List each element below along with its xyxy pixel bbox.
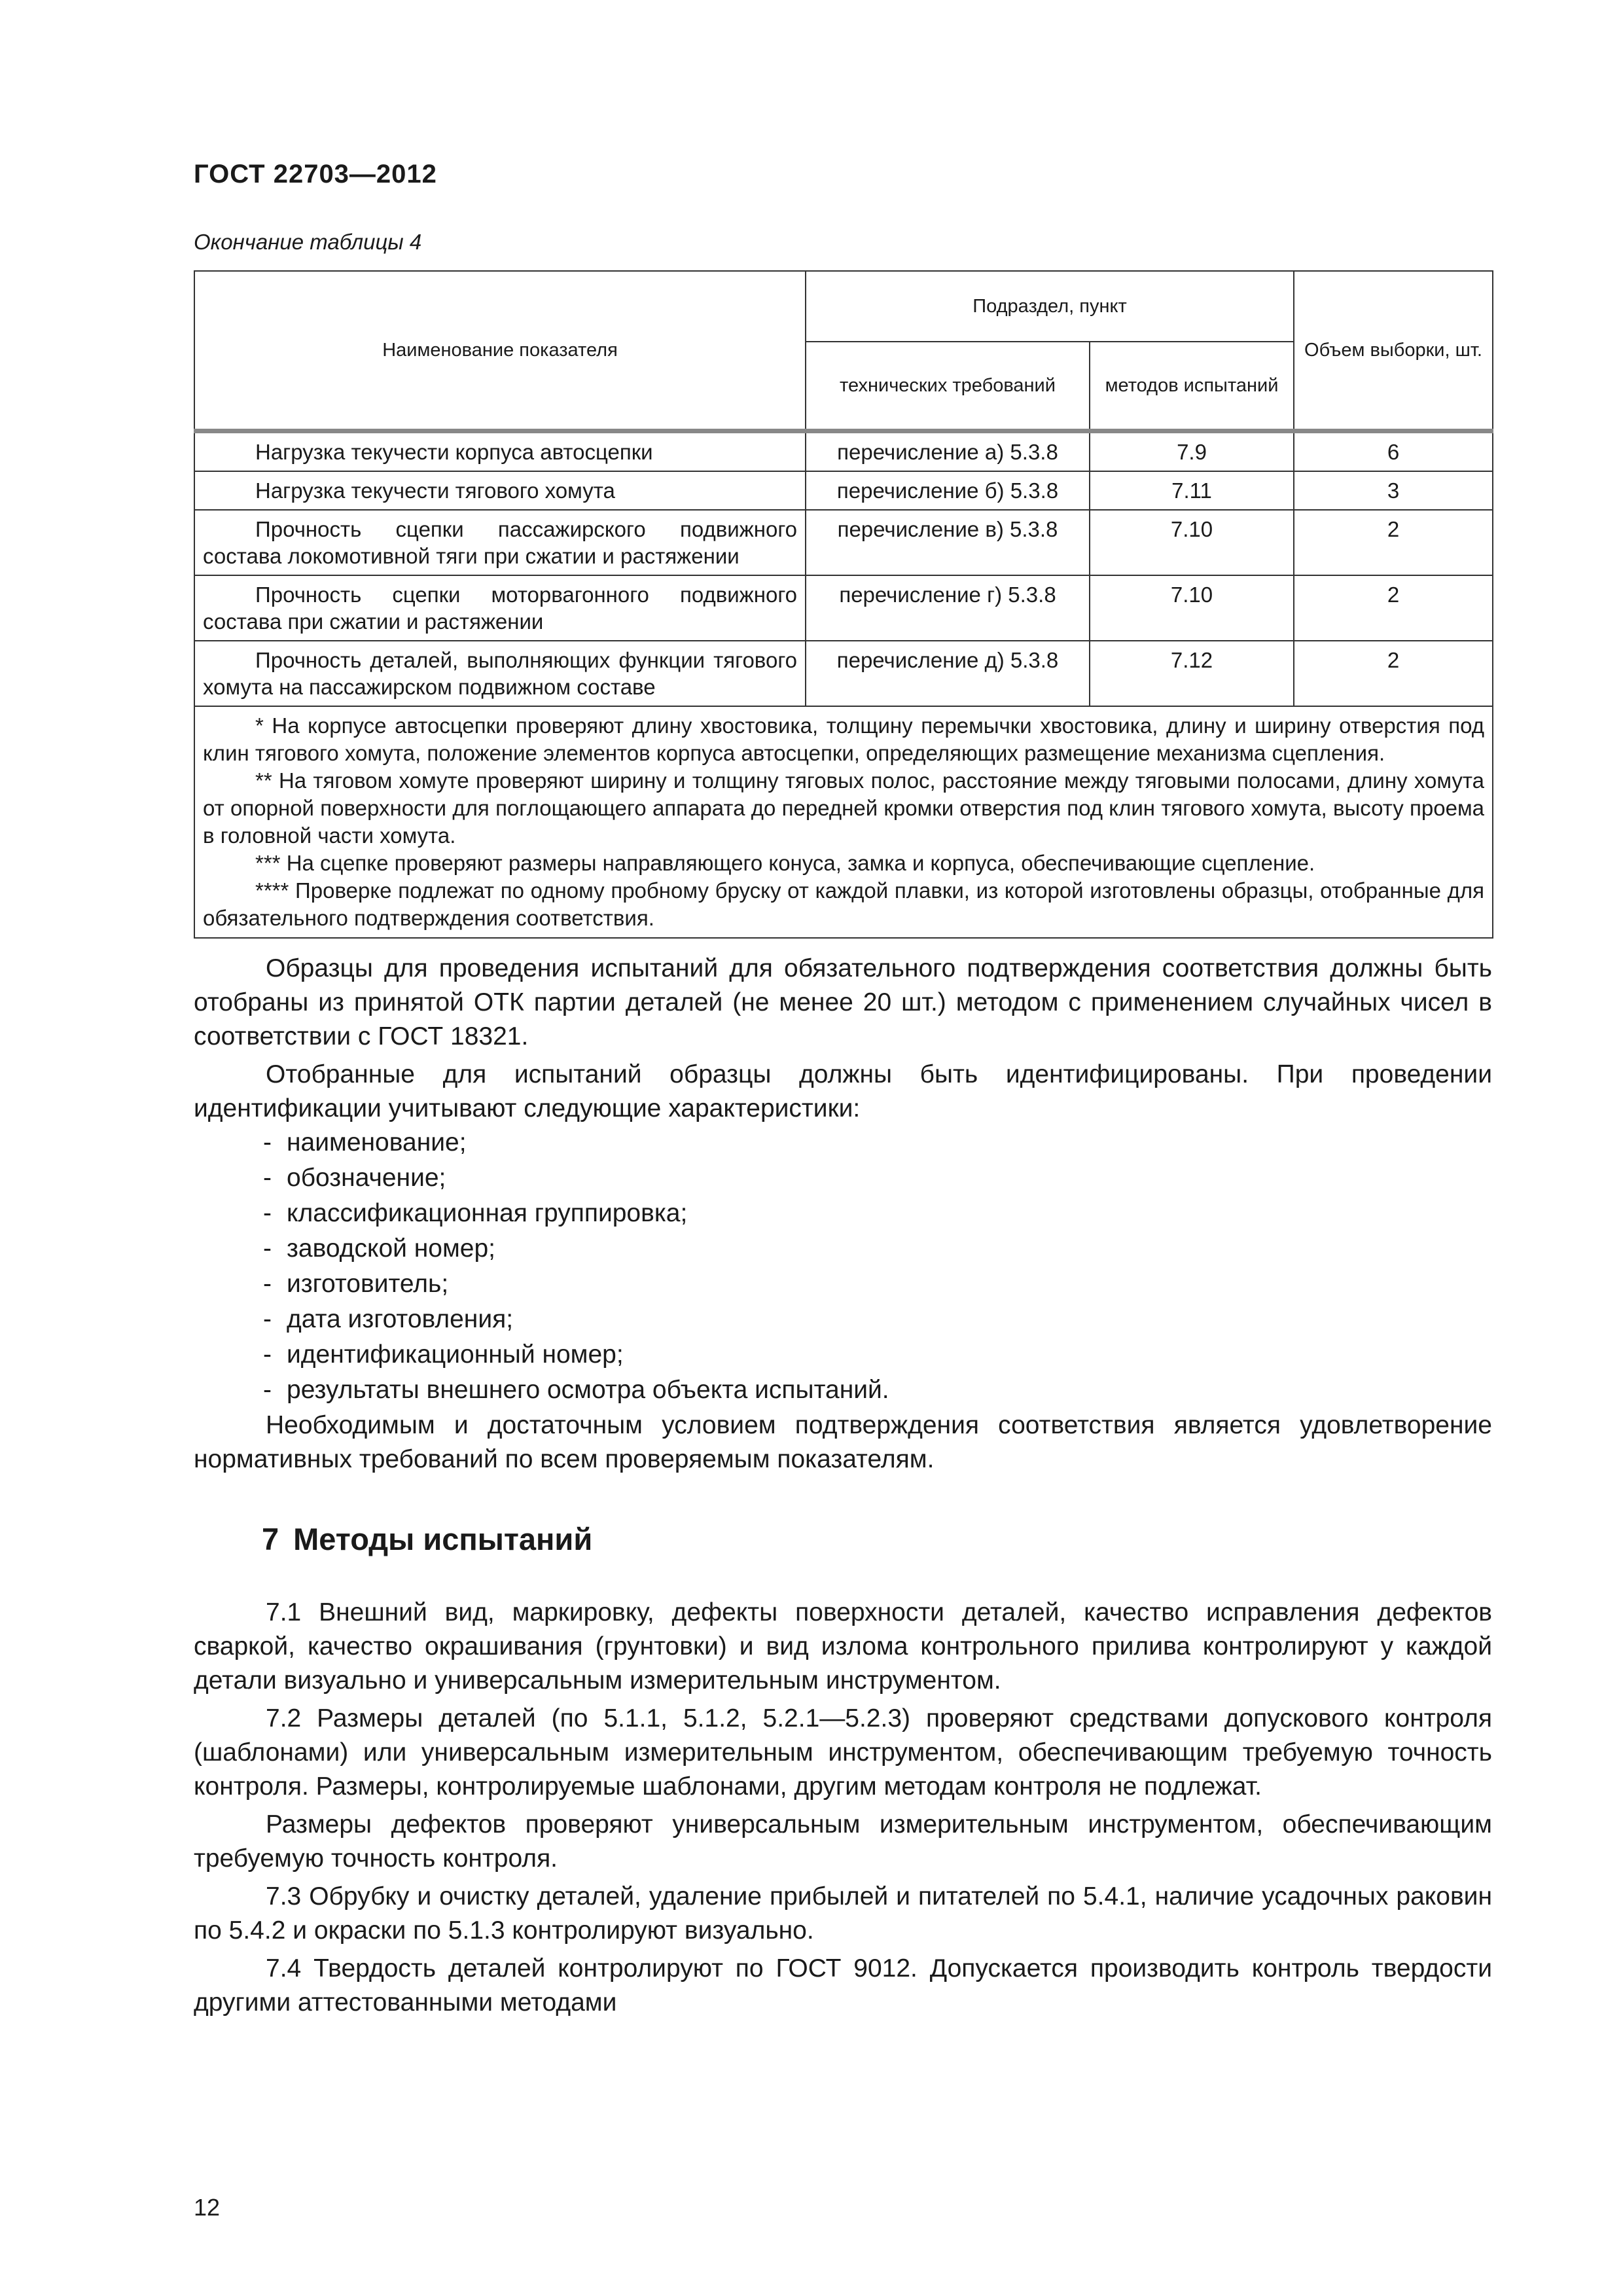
list-marker: - (263, 1128, 272, 1157)
list-item-text: наименование; (287, 1128, 467, 1157)
table-caption: Окончание таблицы 4 (194, 230, 422, 254)
row-name: Нагрузка текучести тягового хомута (194, 471, 806, 510)
list-marker: - (263, 1304, 272, 1333)
paragraph: 7.3 Обрубку и очистку деталей, удаление прибылей и питателей по 5.4.1, наличие усадочных раковин по 5.4.2 и окраски по 5.1.3 контролируют визуально. (194, 1882, 1492, 1945)
list-item-text: результаты внешнего осмотра объекта испытаний. (287, 1375, 889, 1404)
row-volume: 6 (1294, 431, 1493, 471)
list-marker: - (263, 1234, 272, 1263)
list-item-text: обозначение; (287, 1163, 446, 1192)
table-row (194, 431, 1493, 471)
list-item (194, 1161, 1492, 1195)
row-tech: перечисление а) 5.3.8 (806, 431, 1090, 471)
row-method: 7.9 (1090, 431, 1294, 471)
row-method: 7.10 (1090, 575, 1294, 641)
table-row (194, 510, 1493, 575)
list-marker: - (263, 1340, 272, 1369)
paragraph: Образцы для проведения испытаний для обязательного подтверждения соответствия должны быть отобраны из принятой ОТК партии деталей (не менее 20 шт.) методом с применением случайных чисел в соответствии с ГОСТ 18321. (194, 954, 1492, 1050)
row-name: Нагрузка текучести корпуса автосцепки (194, 431, 806, 471)
section-heading (194, 1522, 1492, 1556)
section-number: 7 (262, 1521, 279, 1556)
page-number: 12 (194, 2194, 221, 2221)
row-method: 7.10 (1090, 510, 1294, 575)
row-tech: перечисление в) 5.3.8 (806, 510, 1090, 575)
body-text (194, 952, 1492, 2020)
list-item (194, 1373, 1492, 1407)
row-name: Прочность деталей, выполняющих функции тягового хомута на пассажирском подвижном составе (194, 641, 806, 706)
header-sample-volume: Объем выборки, шт. (1294, 271, 1493, 431)
list-item (194, 1126, 1492, 1160)
row-method: 7.11 (1090, 471, 1294, 510)
list-item (194, 1232, 1492, 1266)
list-item-text: заводской номер; (287, 1234, 496, 1263)
header-name: Наименование показателя (194, 271, 806, 431)
list-marker: - (263, 1163, 272, 1192)
document-header: ГОСТ 22703—2012 (194, 160, 437, 188)
paragraph: Отобранные для испытаний образцы должны быть идентифицированы. При проведении идентификации учитывают следующие характеристики: (194, 1060, 1492, 1122)
table-notes-row (194, 706, 1493, 938)
row-name: Прочность сцепки моторвагонного подвижного состава при сжатии и растяжении (194, 575, 806, 641)
list-item (194, 1302, 1492, 1336)
row-name: Прочность сцепки пассажирского подвижного состава локомотивной тяги при сжатии и растяжении (194, 510, 806, 575)
table-note: ** На тяговом хомуте проверяют ширину и толщину тяговых полос, расстояние между тяговыми полосами, длину хомута от опорной поверхности для поглощающего аппарата до передней кромки отверстия под клин тягового хомута, высоту проема в головной части хомута. (203, 768, 1485, 848)
row-tech: перечисление г) 5.3.8 (806, 575, 1090, 641)
list-marker: - (263, 1269, 272, 1298)
row-tech: перечисление д) 5.3.8 (806, 641, 1090, 706)
characteristics-list (194, 1126, 1492, 1407)
list-item-text: дата изготовления; (287, 1304, 514, 1333)
header-tech-requirements: технических требований (806, 342, 1090, 431)
row-volume: 2 (1294, 510, 1493, 575)
row-method: 7.12 (1090, 641, 1294, 706)
header-subsection-group: Подраздел, пункт (806, 271, 1294, 342)
document-page (194, 160, 1492, 2020)
table-row (194, 471, 1493, 510)
row-volume: 2 (1294, 575, 1493, 641)
list-item-text: классификационная группировка; (287, 1198, 688, 1227)
table-row (194, 641, 1493, 706)
table-notes (194, 706, 1493, 938)
header-test-methods: методов испытаний (1090, 342, 1294, 431)
list-marker: - (263, 1375, 272, 1404)
paragraph: 7.4 Твердость деталей контролируют по ГОСТ 9012. Допускается производить контроль твердости другими аттестованными методами (194, 1954, 1492, 2017)
table-note: **** Проверке подлежат по одному пробному бруску от каждой плавки, из которой изготовлены образцы, отобранные для обязательного подтверждения соответствия. (203, 878, 1485, 930)
row-volume: 2 (1294, 641, 1493, 706)
list-item-text: идентификационный номер; (287, 1340, 624, 1369)
row-volume: 3 (1294, 471, 1493, 510)
table-note: *** На сцепке проверяют размеры направляющего конуса, замка и корпуса, обеспечивающие сцепление. (255, 850, 1315, 875)
list-item (194, 1267, 1492, 1301)
paragraph: 7.1 Внешний вид, маркировку, дефекты поверхности деталей, качество исправления дефектов сваркой, качество окрашивания (грунтовки) и вид излома контрольного прилива контролируют у каждой детали визуально и универсальным измерительным инструментом. (194, 1598, 1492, 1695)
paragraph: Необходимым и достаточным условием подтверждения соответствия является удовлетворение нормативных требований по всем проверяемым показателям. (194, 1410, 1492, 1473)
table-row (194, 575, 1493, 641)
section-title: Методы испытаний (293, 1521, 593, 1556)
row-tech: перечисление б) 5.3.8 (806, 471, 1090, 510)
paragraph: Размеры дефектов проверяют универсальным измерительным инструментом, обеспечивающим требуемую точность контроля. (194, 1810, 1492, 1873)
list-item (194, 1196, 1492, 1230)
table-note: * На корпусе автосцепки проверяют длину хвостовика, толщину перемычки хвостовика, длину и ширину отверстия под клин тягового хомута, положение элементов корпуса автосцепки, определяющих размещение механизма сцепления. (203, 713, 1485, 765)
list-marker: - (263, 1198, 272, 1227)
list-item-text: изготовитель; (287, 1269, 449, 1298)
paragraph: 7.2 Размеры деталей (по 5.1.1, 5.1.2, 5.2.1—5.2.3) проверяют средствами допускового контроля (шаблонами) или универсальным измерительным инструментом, обеспечивающим требуемую точность контроля. Размеры, контролируемые шаблонами, другим методам контроля не подлежат. (194, 1704, 1492, 1801)
list-item (194, 1338, 1492, 1372)
table-4 (194, 270, 1493, 939)
